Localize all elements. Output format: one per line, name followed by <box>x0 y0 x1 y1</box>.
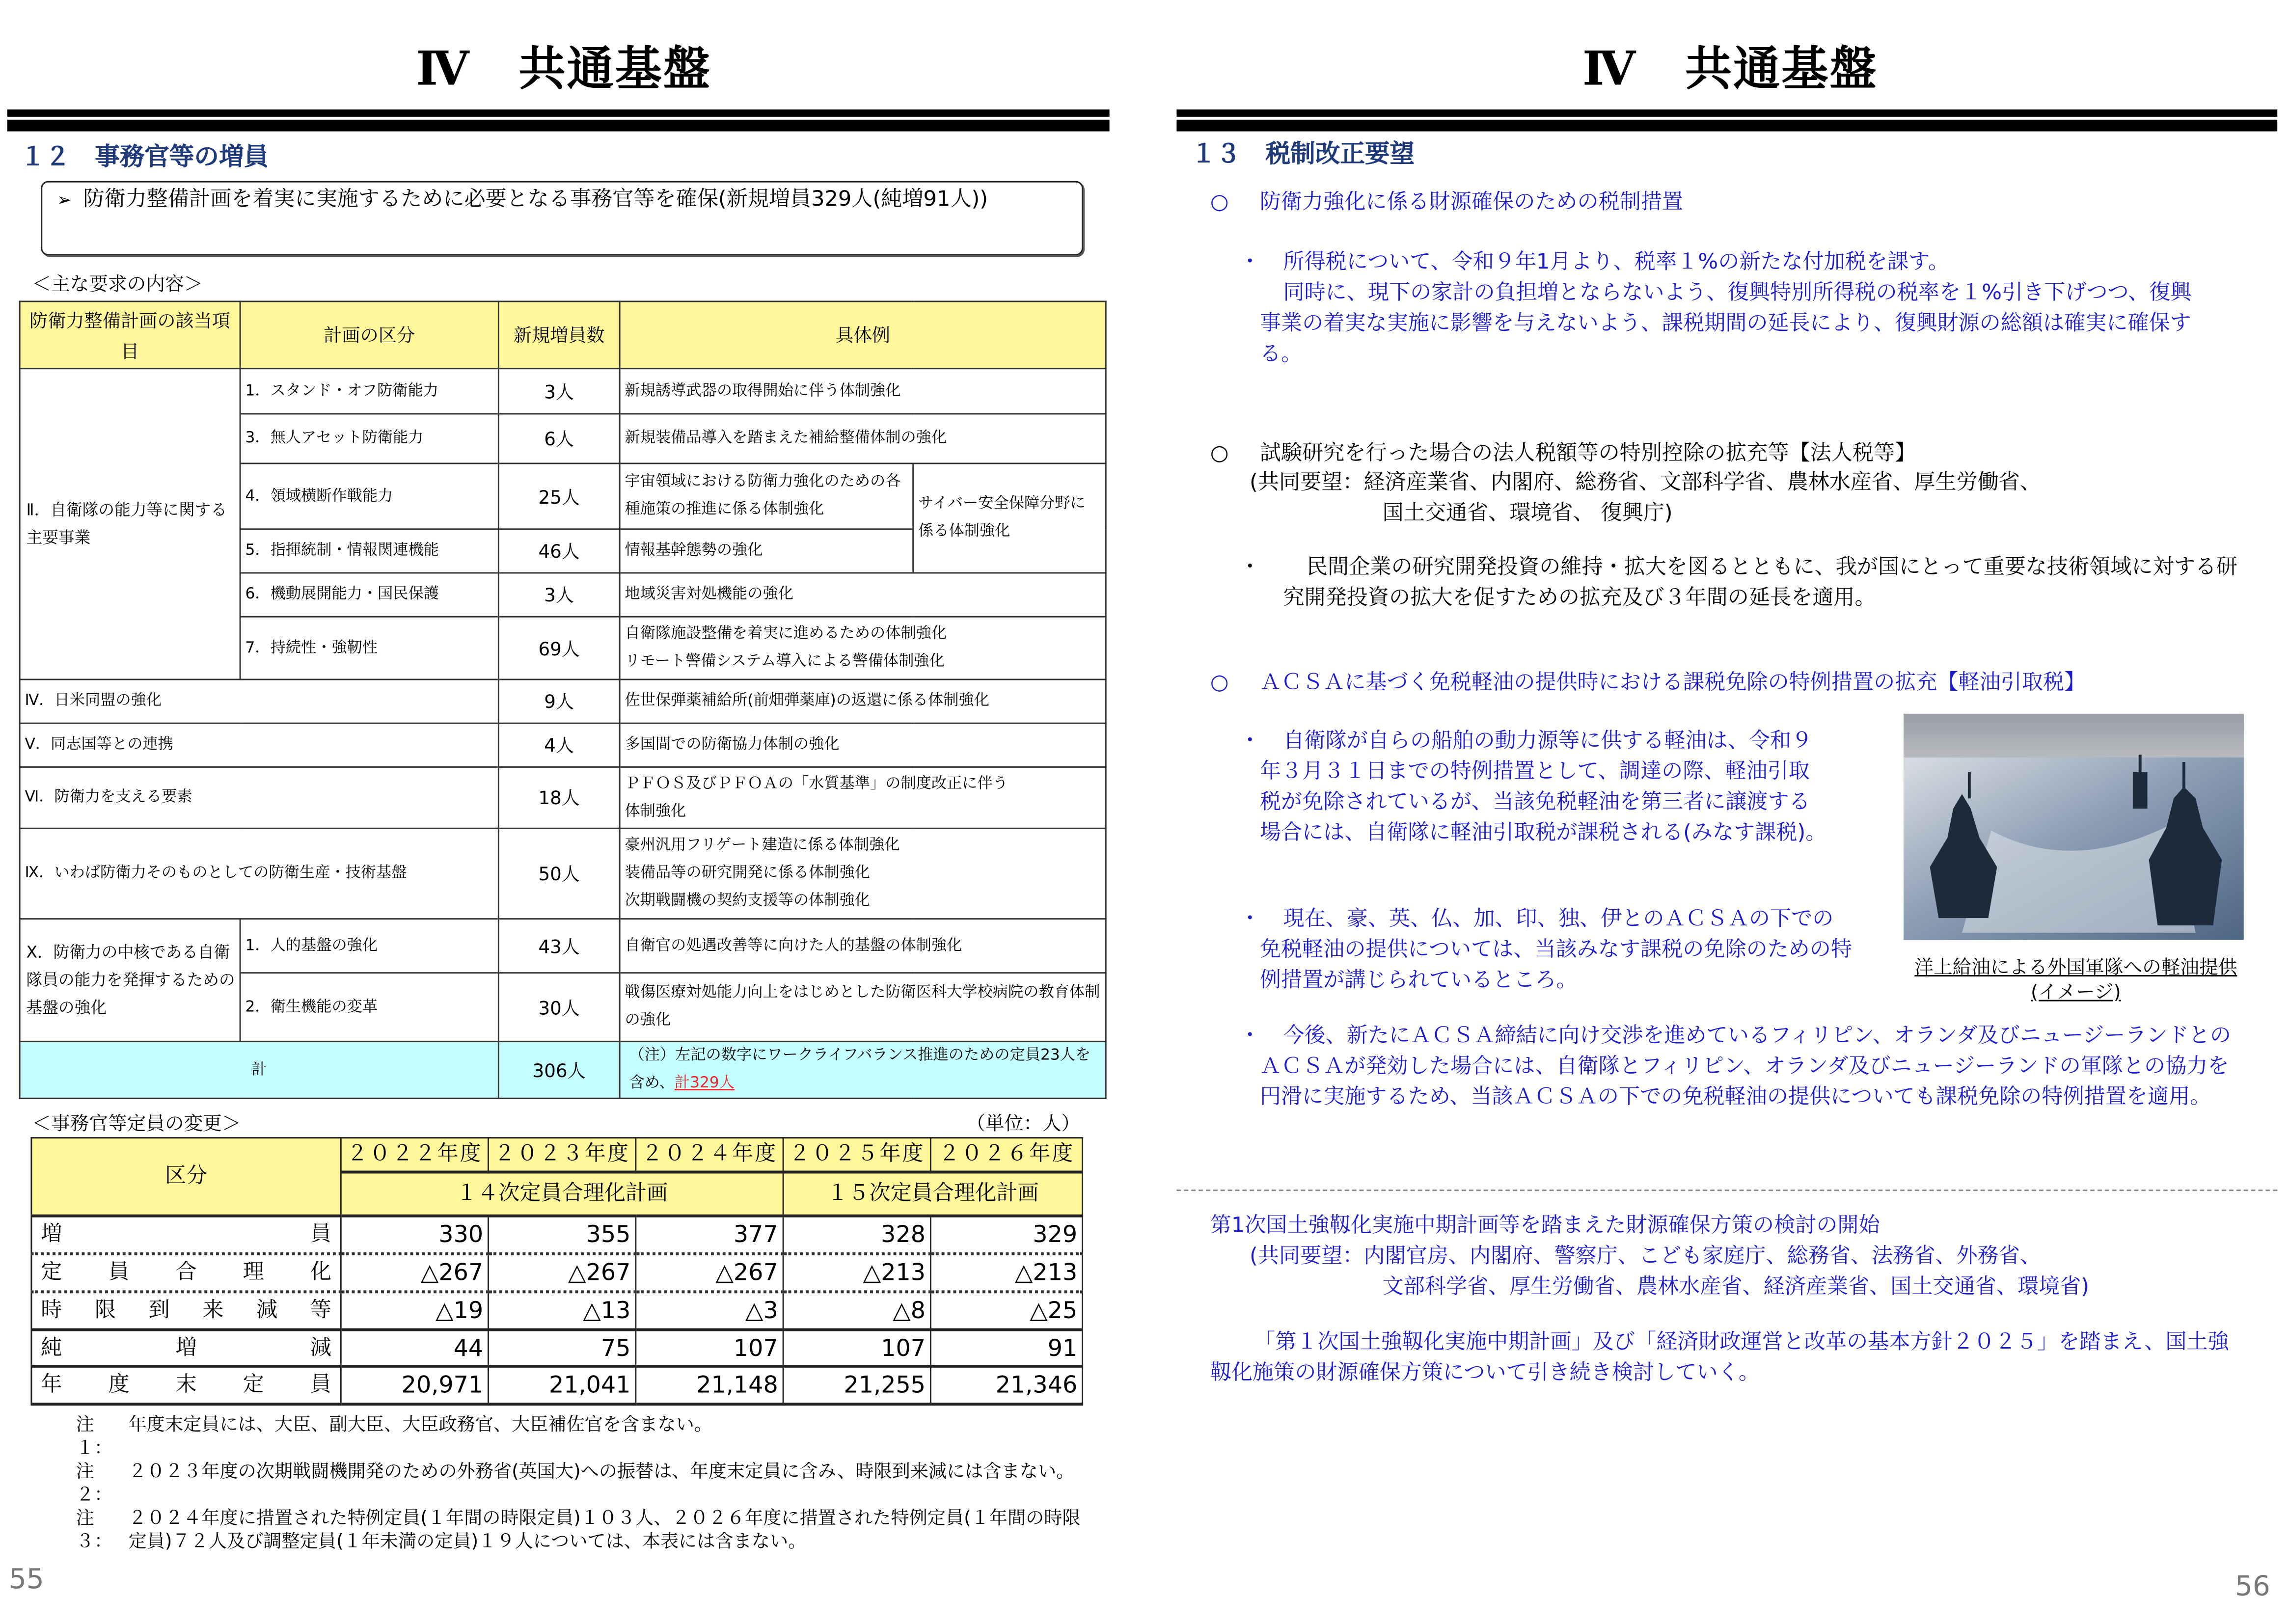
plan-14-header: １４次定員合理化計画 <box>341 1172 783 1216</box>
right-page-title: Ⅳ 共通基盤 <box>1582 41 1878 97</box>
quota-row-label: 時限到来減等 <box>31 1292 341 1329</box>
photo-caption-line1: 洋上給油による外国軍隊への軽油提供 <box>1914 957 2237 980</box>
example-line: ＰＦＯＳ及びＰＦＯＡの「水質基準」の制度改正に伴う <box>625 774 1008 792</box>
total-note <box>620 1041 1106 1098</box>
division-cell: 3．無人アセット防衛能力 <box>240 414 498 463</box>
example-cell: 多国間での防衛協力体制の強化 <box>620 723 1106 767</box>
header-example: 具体例 <box>620 301 1106 369</box>
note-key: 注３： <box>76 1506 112 1552</box>
item2-heading <box>1210 439 1916 470</box>
quota-row <box>31 1366 1083 1404</box>
table-row <box>20 369 1106 414</box>
count-cell: 25人 <box>498 463 620 529</box>
header-division: 計画の区分 <box>240 301 498 369</box>
left-title-rule-thin <box>7 109 1110 117</box>
quota-value: △267 <box>636 1254 783 1292</box>
quota-value: △3 <box>636 1292 783 1329</box>
year-header: ２０２６年度 <box>930 1138 1082 1172</box>
item1-text1: 所得税について、令和９年1月より、税率１%の新たな付加税を課す。 <box>1283 251 1950 274</box>
item3-bullet-text: 現在、豪、英、仏、加、印、独、伊とのＡＣＳＡの下での免税軽油の提供については、当該みなす課税の免除のための特例措置が講じられているところ。 <box>1259 908 1853 993</box>
example-cell: 新規誘導武器の取得開始に伴う体制強化 <box>620 369 1106 414</box>
total-note-emphasis: 計329人 <box>674 1074 735 1092</box>
item2-body <box>1239 553 2249 615</box>
example-cell: 新規装備品導入を踏まえた補給整備体制の強化 <box>620 414 1106 463</box>
dot-bullet-icon: ・ <box>1239 908 1261 931</box>
division-cell: 4．領域横断作戦能力 <box>240 463 498 529</box>
example-cell: 戦傷医療対処能力向上をはじめとした防衛医科大学校病院の教育体制の強化 <box>620 973 1106 1042</box>
total-count: 306人 <box>498 1041 620 1098</box>
arrow-bullet-icon: ➢ <box>56 189 72 211</box>
note-key: 注１： <box>76 1413 112 1459</box>
refueling-photo <box>1904 714 2244 940</box>
count-cell: 30人 <box>498 973 620 1042</box>
quota-value: 328 <box>783 1216 930 1254</box>
quota-value: 20,971 <box>341 1366 488 1404</box>
example-line: 装備品等の研究開発に係る体制強化 <box>625 864 871 882</box>
example-line: 自衛隊施設整備を着実に進めるための体制強化 <box>625 624 947 643</box>
quota-row-label: 定員合理化 <box>31 1254 341 1292</box>
quota-value: 107 <box>783 1330 930 1366</box>
lead-box <box>41 181 1083 256</box>
circle-bullet-icon: ○ <box>1210 671 1229 695</box>
example-line: 次期戦闘機の契約支援等の体制強化 <box>625 892 871 910</box>
item3-heading <box>1210 669 2085 699</box>
total-note-text: （注）左記の数字にワークライフバランス推進のための定員23人を含め、 <box>629 1046 1091 1092</box>
right-page-number: 56 <box>2234 1570 2270 1603</box>
division-cell: 1．人的基盤の強化 <box>240 919 498 973</box>
count-cell: 46人 <box>498 529 620 573</box>
photo-caption-line2: (イメージ) <box>2031 982 2121 1004</box>
item2-joint-line2: 国土交通省、環境省、 復興庁) <box>1382 502 1673 526</box>
quota-corner: 区分 <box>31 1138 341 1216</box>
quota-value: △8 <box>783 1292 930 1329</box>
quota-value: △13 <box>489 1292 636 1329</box>
item2-text: 民間企業の研究開発投資の維持・拡大を図るとともに、我が国にとって重要な技術領域に対する研究開発投資の拡大を促すための拡充及び３年間の延長を適用。 <box>1283 556 2238 610</box>
example-cell <box>620 767 1106 828</box>
count-cell: 43人 <box>498 919 620 973</box>
dot-bullet-icon: ・ <box>1239 556 1261 580</box>
quota-value: 107 <box>636 1330 783 1366</box>
quota-table <box>30 1137 1083 1406</box>
requests-caption: ＜主な要求の内容＞ <box>32 274 203 297</box>
example-line: 体制強化 <box>625 802 686 820</box>
item-cell: Ⅳ．日米同盟の強化 <box>20 679 498 723</box>
quota-value: △19 <box>341 1292 488 1329</box>
item3-heading-text: ＡＣＳＡに基づく免税軽油の提供時における課税免除の特例措置の拡充【軽油引取税】 <box>1259 671 2086 695</box>
quota-notes <box>76 1413 1086 1553</box>
left-section-title: １２ 事務官等の増員 <box>20 143 269 172</box>
shared-example-cell: サイバー安全保障分野に係る体制強化 <box>913 463 1106 573</box>
quota-row-label: 増員 <box>31 1216 341 1254</box>
table-row <box>20 723 1106 767</box>
dot-bullet-icon: ・ <box>1239 251 1261 274</box>
right-title-rule-thick <box>1176 120 2277 132</box>
quota-unit: （単位：人） <box>966 1113 1081 1136</box>
quota-row <box>31 1292 1083 1329</box>
example-cell <box>620 828 1106 919</box>
right-section-title: １３ 税制改正要望 <box>1191 140 1415 169</box>
item-cell: Ⅵ．防衛力を支える要素 <box>20 767 498 828</box>
division-cell: 2．衛生機能の変革 <box>240 973 498 1042</box>
item3-bullet-2 <box>1239 905 1853 997</box>
item4-joint-line2: 文部科学省、厚生労働省、農林水産省、経済産業省、国土交通省、環境省) <box>1382 1275 2090 1299</box>
group-ii-label: Ⅱ．自衛隊の能力等に関する主要事業 <box>20 369 240 679</box>
quota-value: △267 <box>489 1254 636 1292</box>
note-item <box>76 1506 1086 1553</box>
quota-row-label: 純増減 <box>31 1330 341 1366</box>
quota-value: △25 <box>930 1292 1082 1329</box>
year-header: ２０２３年度 <box>489 1138 636 1172</box>
example-cell: 自衛官の処遇改善等に向けた人的基盤の体制強化 <box>620 919 1106 973</box>
quota-value: 330 <box>341 1216 488 1254</box>
quota-caption: ＜事務官等定員の変更＞ <box>32 1113 241 1136</box>
count-cell: 50人 <box>498 828 620 919</box>
note-item <box>76 1460 1086 1506</box>
year-header: ２０２４年度 <box>636 1138 783 1172</box>
count-cell: 4人 <box>498 723 620 767</box>
item2-heading-text: 試験研究を行った場合の法人税額等の特別控除の拡充等【法人税等】 <box>1259 442 1916 466</box>
left-title-rule-thick <box>7 120 1110 132</box>
dot-bullet-icon: ・ <box>1239 730 1261 754</box>
year-header: ２０２５年度 <box>783 1138 930 1172</box>
example-line: 豪州汎用フリゲート建造に係る体制強化 <box>625 836 900 854</box>
item3-bullet-1 <box>1239 727 1830 850</box>
quota-row-label: 年度末定員 <box>31 1366 341 1404</box>
division-cell: 7．持続性・強靭性 <box>240 617 498 679</box>
quota-row <box>31 1216 1083 1254</box>
note-key: 注２： <box>76 1460 112 1505</box>
division-cell: 6．機動展開能力・国民保護 <box>240 573 498 617</box>
quota-value: 377 <box>636 1216 783 1254</box>
quota-value: 21,346 <box>930 1366 1082 1404</box>
item3-bullet-text: 今後、新たにＡＣＳＡ締結に向け交渉を進めているフィリピン、オランダ及びニュージーランドとのＡＣＳＡが発効した場合には、自衛隊とフィリピン、オランダ及びニュージーランドの軍隊との協力を円滑に実施するため、当該ＡＣＳＡの下での免税軽油の提供についても課税免除の特例措置を適用。 <box>1259 1025 2231 1110</box>
division-cell: 5．指揮統制・情報関連機能 <box>240 529 498 573</box>
item3-bullet-text: 自衛隊が自らの船舶の動力源等に供する軽油は、令和９年３月３１日までの特例措置として、調達の際、軽油引取税が免除されているが、当該免税軽油を第三者に譲渡する場合には、自衛隊に軽油引取税が課税される(みなす課税)。 <box>1259 730 1827 845</box>
group-x-label: Ⅹ．防衛力の中核である自衛隊員の能力を発揮するための基盤の強化 <box>20 919 240 1042</box>
item-cell: Ⅴ．同志国等との連携 <box>20 723 498 767</box>
note-text: ２０２３年度の次期戦闘機開発のための外務省(英国大)への振替は、年度末定員に含み、時限到来減には含まない。 <box>128 1460 1075 1482</box>
total-label: 計 <box>20 1041 498 1098</box>
circle-bullet-icon: ○ <box>1210 191 1229 215</box>
requests-table <box>19 300 1107 1099</box>
circle-bullet-icon: ○ <box>1210 442 1229 466</box>
photo-caption <box>1895 956 2257 1005</box>
note-item <box>76 1413 1086 1460</box>
quota-value: 21,255 <box>783 1366 930 1404</box>
item4-heading: 第1次国土強靱化実施中期計画等を踏まえた財源確保方策の検討の開始 <box>1210 1214 1880 1238</box>
item4-joint-line1: (共同要望：内閣官房、内閣府、警察庁、こども家庭庁、総務省、法務省、外務省、 <box>1250 1245 2041 1269</box>
count-cell: 3人 <box>498 369 620 414</box>
total-row <box>20 1041 1106 1098</box>
item1-heading-text: 防衛力強化に係る財源確保のための税制措置 <box>1259 191 1684 215</box>
table-row <box>20 679 1106 723</box>
year-header: ２０２２年度 <box>341 1138 488 1172</box>
quota-value: 91 <box>930 1330 1082 1366</box>
quota-value: 21,041 <box>489 1366 636 1404</box>
count-cell: 6人 <box>498 414 620 463</box>
dot-bullet-icon: ・ <box>1239 1025 1261 1048</box>
quota-row <box>31 1330 1083 1366</box>
count-cell: 69人 <box>498 617 620 679</box>
quota-value: 329 <box>930 1216 1082 1254</box>
lead-text: 防衛力整備計画を着実に実施するために必要となる事務官等を確保(新規増員329人(純増91人)) <box>83 188 988 212</box>
quota-value: 44 <box>341 1330 488 1366</box>
quota-value: 21,148 <box>636 1366 783 1404</box>
quota-value: △213 <box>930 1254 1082 1292</box>
plan-15-header: １５次定員合理化計画 <box>783 1172 1083 1216</box>
example-cell: 宇宙領域における防衛力強化のための各種施策の推進に係る体制強化 <box>620 463 913 529</box>
header-count: 新規増員数 <box>498 301 620 369</box>
count-cell: 18人 <box>498 767 620 828</box>
section-divider <box>1176 1190 2277 1191</box>
right-title-rule-thin <box>1176 109 2277 117</box>
division-cell: 1．スタンド・オフ防衛能力 <box>240 369 498 414</box>
table-row <box>20 919 1106 973</box>
ships-at-sea-image <box>1904 714 2244 940</box>
quota-value: △267 <box>341 1254 488 1292</box>
count-cell: 3人 <box>498 573 620 617</box>
example-cell: 情報基幹態勢の強化 <box>620 529 913 573</box>
table-row <box>20 828 1106 919</box>
item4-text: 「第１次国土強靱化実施中期計画」及び「経済財政運営と改革の基本方針２０２５」を踏まえ、国土強靱化施策の財源確保方策について引き続き検討していく。 <box>1210 1331 2229 1385</box>
left-page-title: Ⅳ 共通基盤 <box>416 41 711 97</box>
example-cell: 佐世保弾薬補給所(前畑弾薬庫)の返還に係る体制強化 <box>620 679 1106 723</box>
quota-row <box>31 1254 1083 1292</box>
quota-value: 355 <box>489 1216 636 1254</box>
quota-value: △213 <box>783 1254 930 1292</box>
item-cell: Ⅸ．いわば防衛力そのものとしての防衛生産・技術基盤 <box>20 828 498 919</box>
table-row <box>20 767 1106 828</box>
item3-bullet-3 <box>1239 1022 2247 1113</box>
example-cell: 地域災害対処機能の強化 <box>620 573 1106 617</box>
note-text: ２０２４年度に措置された特例定員(１年間の時限定員)１０３人、２０２６年度に措置された特例定員(１年間の時限定員)７２人及び調整定員(１年未満の定員)１９人については、本表には含まない。 <box>128 1506 1081 1552</box>
left-page-number: 55 <box>8 1563 44 1596</box>
item2-joint-line1: (共同要望：経済産業省、内閣府、総務省、文部科学省、農林水産省、厚生労働省、 <box>1250 471 2041 495</box>
item1-text2: 同時に、現下の家計の負担増とならないよう、復興特別所得税の税率を１%引き下げつつ、復興事業の着実な実施に影響を与えないよう、課税期間の延長により、復興財源の総額は確実に確保する。 <box>1259 281 2192 367</box>
quota-value: 75 <box>489 1330 636 1366</box>
item1-body <box>1239 248 2203 371</box>
count-cell: 9人 <box>498 679 620 723</box>
header-item: 防衛力整備計画の該当項目 <box>20 301 240 369</box>
example-cell <box>620 617 1106 679</box>
example-line: リモート警備システム導入による警備体制強化 <box>625 652 945 670</box>
note-text: 年度末定員には、大臣、副大臣、大臣政務官、大臣補佐官を含まない。 <box>128 1413 712 1435</box>
item1-heading <box>1210 189 1683 219</box>
